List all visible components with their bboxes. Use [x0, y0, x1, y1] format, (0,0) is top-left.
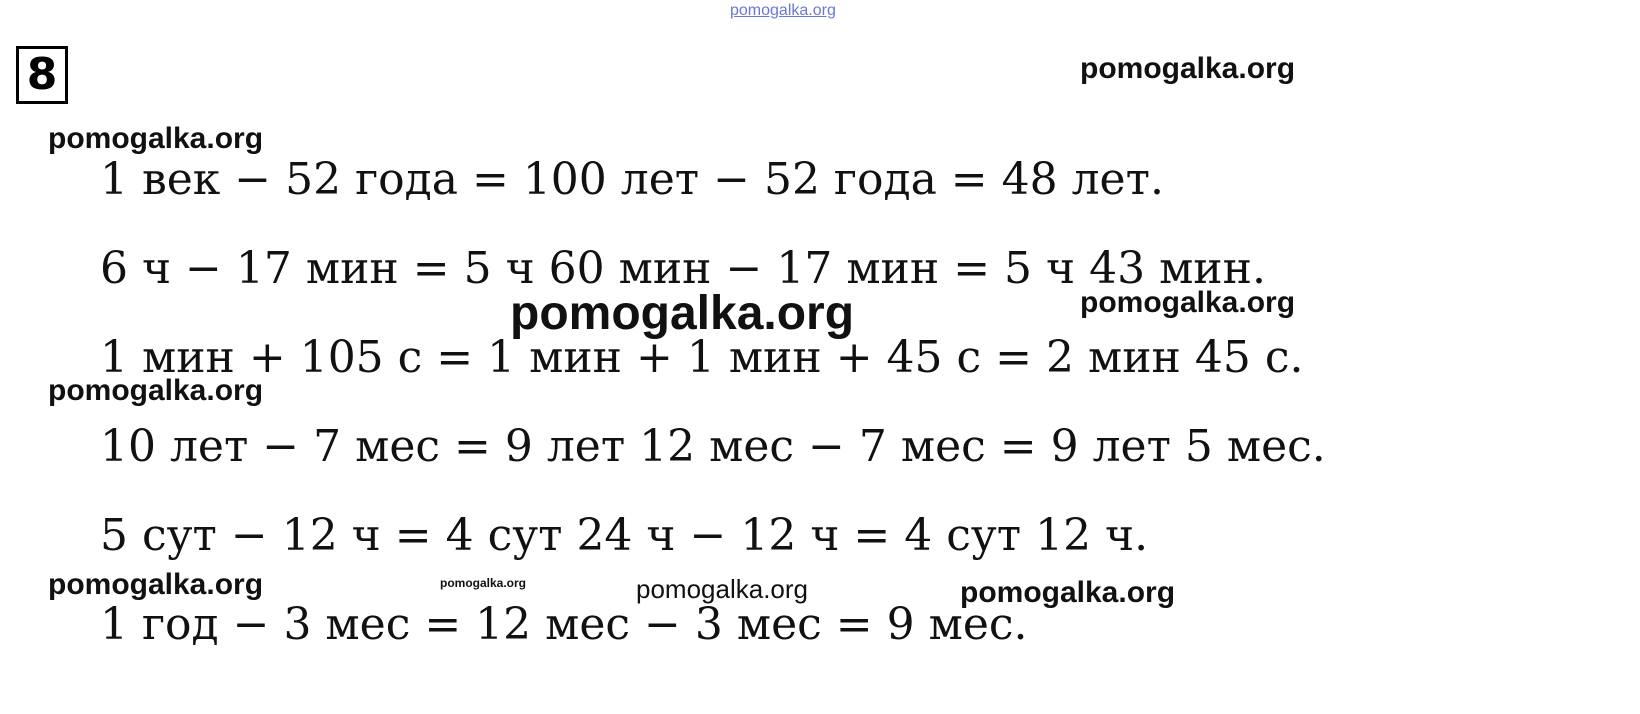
equation-line-5: 5 сут − 12 ч = 4 сут 24 ч − 12 ч = 4 сут 12 ч.	[100, 510, 1149, 561]
watermark-left-1: pomogalka.org	[48, 122, 264, 155]
watermark-left-3: pomogalka.org	[48, 568, 264, 601]
equation-line-2: 6 ч − 17 мин = 5 ч 60 мин − 17 мин = 5 ч 43 мин.	[100, 243, 1266, 294]
watermark-middle: pomogalka.org	[636, 574, 808, 604]
equation-line-6: 1 год − 3 мес = 12 мес − 3 мес = 9 мес.	[100, 599, 1028, 650]
watermark-tiny: pomogalka.org	[440, 576, 527, 590]
equation-line-3: 1 мин + 105 с = 1 мин + 1 мин + 45 с = 2 мин 45 с.	[100, 332, 1304, 383]
task-number-badge: 8	[16, 46, 68, 104]
watermark-top-link[interactable]: pomogalka.org	[730, 2, 836, 19]
watermark-big-center: pomogalka.org	[510, 287, 855, 340]
equation-line-4: 10 лет − 7 мес = 9 лет 12 мес − 7 мес = 9 лет 5 мес.	[100, 421, 1326, 472]
equation-line-1: 1 век − 52 года = 100 лет − 52 года = 48 лет.	[100, 154, 1164, 205]
watermark-top-right: pomogalka.org	[1080, 52, 1296, 85]
watermark-right-2: pomogalka.org	[1080, 286, 1296, 319]
watermark-left-2: pomogalka.org	[48, 374, 264, 407]
watermark-right-3: pomogalka.org	[960, 576, 1176, 609]
